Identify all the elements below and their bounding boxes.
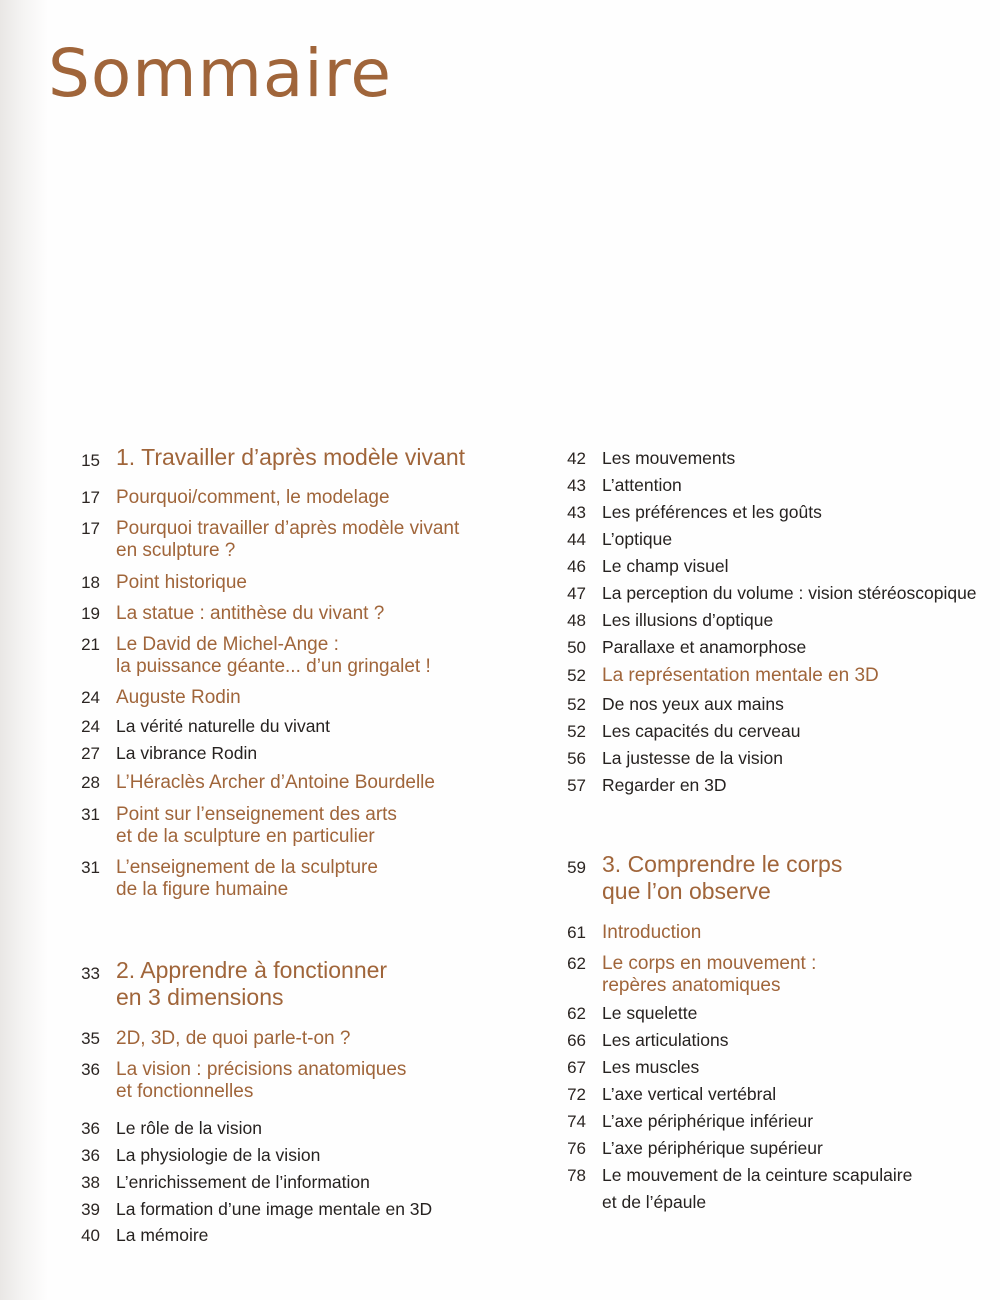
toc-entry-line: La formation d’une image mentale en 3D bbox=[116, 1199, 433, 1219]
toc-entry-line: Le David de Michel-Ange : bbox=[116, 634, 339, 655]
toc-entry-line: Auguste Rodin bbox=[116, 687, 241, 708]
toc-page-number: 31 bbox=[81, 858, 100, 877]
toc-page-number: 38 bbox=[81, 1173, 100, 1192]
toc-entry-line: Le champ visuel bbox=[602, 556, 729, 576]
toc-entry-title bbox=[602, 1081, 776, 1108]
toc-page-number: 24 bbox=[81, 688, 100, 707]
toc-page-number: 21 bbox=[81, 635, 100, 654]
toc-entry-title bbox=[116, 634, 431, 678]
toc-entry-line: Introduction bbox=[602, 922, 702, 943]
toc-page-number: 52 bbox=[567, 722, 586, 741]
toc-entry-line: Les mouvements bbox=[602, 448, 736, 468]
toc-entry-line: La statue : antithèse du vivant ? bbox=[116, 603, 385, 624]
toc-entry-title bbox=[602, 953, 816, 997]
toc-entry-line: Les capacités du cerveau bbox=[602, 721, 801, 741]
toc-entry-line: L’enseignement de la sculpture bbox=[116, 857, 378, 878]
toc-entry-line: Les muscles bbox=[602, 1057, 700, 1077]
toc-entry-title bbox=[116, 444, 465, 471]
toc-page-number: 78 bbox=[567, 1166, 586, 1185]
toc-entry-title bbox=[116, 713, 330, 740]
toc-entry-title bbox=[116, 740, 257, 767]
toc-entry-line: L’attention bbox=[602, 475, 682, 495]
toc-entry-title bbox=[602, 1108, 813, 1135]
toc-page-number: 35 bbox=[81, 1029, 100, 1048]
toc-entry-line: La mémoire bbox=[116, 1225, 209, 1245]
toc-entry-title bbox=[602, 772, 727, 799]
toc-entry-line: 2D, 3D, de quoi parle-t-on ? bbox=[116, 1028, 351, 1049]
toc-page-number: 43 bbox=[567, 503, 586, 522]
toc-page-number: 15 bbox=[81, 451, 100, 470]
toc-entry-title bbox=[116, 1059, 406, 1103]
toc-entry-title bbox=[116, 687, 241, 709]
toc-page-number: 52 bbox=[567, 695, 586, 714]
toc-entry-title bbox=[116, 772, 435, 794]
toc-entry-line: Regarder en 3D bbox=[602, 775, 727, 795]
toc-entry-title bbox=[116, 487, 390, 509]
toc-entry-title bbox=[602, 745, 783, 772]
toc-entry-line: Pourquoi travailler d’après modèle vivant bbox=[116, 518, 460, 539]
toc-page-number: 61 bbox=[567, 923, 586, 942]
toc-page-number: 48 bbox=[567, 611, 586, 630]
toc-page-number: 19 bbox=[81, 604, 100, 623]
toc-page-number: 31 bbox=[81, 805, 100, 824]
toc-entry-line: De nos yeux aux mains bbox=[602, 694, 784, 714]
toc-page-number: 18 bbox=[81, 573, 100, 592]
toc-entry-title bbox=[116, 1222, 208, 1249]
toc-entry-line: La vérité naturelle du vivant bbox=[116, 716, 331, 736]
toc-page-number: 28 bbox=[81, 773, 100, 792]
page-spine-shadow bbox=[0, 0, 48, 1300]
toc-page-number: 47 bbox=[567, 584, 586, 603]
toc-entry-line: Les illusions d’optique bbox=[602, 610, 774, 630]
toc-entry-title bbox=[602, 553, 728, 580]
toc-entry-line: Le corps en mouvement : bbox=[602, 953, 817, 974]
toc-entry-title bbox=[602, 499, 822, 526]
toc-page-number: 27 bbox=[81, 744, 100, 763]
toc-entry-title bbox=[602, 1000, 697, 1027]
toc-entry-line: L’axe vertical vertébral bbox=[602, 1084, 777, 1104]
toc-entry-title bbox=[602, 1054, 699, 1081]
toc-entry-title bbox=[116, 1196, 432, 1223]
toc-entry-title bbox=[602, 691, 784, 718]
toc-entry-title bbox=[602, 580, 977, 607]
toc-entry-line: La vision : précisions anatomiques bbox=[116, 1059, 407, 1080]
toc-page-number: 39 bbox=[81, 1200, 100, 1219]
toc-entry-line: repères anatomiques bbox=[602, 975, 781, 996]
toc-page-number: 57 bbox=[567, 776, 586, 795]
toc-entry-line: Pourquoi/comment, le modelage bbox=[116, 487, 390, 508]
toc-entry-line: La perception du volume : vision stéréoscopique bbox=[602, 583, 977, 603]
toc-entry-title bbox=[602, 445, 735, 472]
toc-entry-line: L’axe périphérique inférieur bbox=[602, 1111, 814, 1131]
toc-entry-title bbox=[116, 1142, 320, 1169]
toc-entry-title bbox=[116, 1028, 350, 1050]
toc-page-number: 42 bbox=[567, 449, 586, 468]
toc-entry-title bbox=[602, 718, 800, 745]
toc-entry-line: L’enrichissement de l’information bbox=[116, 1172, 370, 1192]
toc-entry-title bbox=[116, 1115, 262, 1142]
toc-entry-title bbox=[602, 1027, 728, 1054]
toc-entry-line: Le mouvement de la ceinture scapulaire bbox=[602, 1165, 913, 1185]
toc-page-number: 17 bbox=[81, 488, 100, 507]
toc-page-number: 66 bbox=[567, 1031, 586, 1050]
toc-entry-line: de la figure humaine bbox=[116, 879, 289, 900]
toc-page-number: 36 bbox=[81, 1060, 100, 1079]
toc-entry-line: L’Héraclès Archer d’Antoine Bourdelle bbox=[116, 772, 435, 793]
toc-page-number: 52 bbox=[567, 666, 586, 685]
toc-entry-title bbox=[602, 607, 773, 634]
toc-page-number: 74 bbox=[567, 1112, 586, 1131]
toc-entry-title bbox=[116, 857, 378, 901]
toc-entry-title bbox=[602, 922, 701, 944]
toc-entry-line: L’axe périphérique supérieur bbox=[602, 1138, 823, 1158]
toc-entry-line: La justesse de la vision bbox=[602, 748, 783, 768]
toc-page-number: 44 bbox=[567, 530, 586, 549]
toc-entry-title bbox=[602, 526, 672, 553]
toc-entry-title bbox=[602, 851, 842, 905]
toc-entry-title bbox=[116, 804, 397, 848]
toc-entry-line: en 3 dimensions bbox=[116, 984, 284, 1010]
toc-entry-title bbox=[116, 572, 247, 594]
toc-entry-title bbox=[116, 957, 387, 1011]
toc-entry-line: que l’on observe bbox=[602, 878, 771, 904]
toc-entry-line: et de l’épaule bbox=[602, 1192, 707, 1212]
toc-entry-line: La physiologie de la vision bbox=[116, 1145, 321, 1165]
toc-page-number: 43 bbox=[567, 476, 586, 495]
toc-page-number: 59 bbox=[567, 858, 586, 877]
toc-entry-line: Parallaxe et anamorphose bbox=[602, 637, 807, 657]
toc-entry-line: Point historique bbox=[116, 572, 247, 593]
toc-entry-line: La vibrance Rodin bbox=[116, 743, 258, 763]
toc-entry-line: L’optique bbox=[602, 529, 673, 549]
toc-page-number: 62 bbox=[567, 954, 586, 973]
toc-entry-title bbox=[602, 472, 682, 499]
toc-entry-title bbox=[602, 665, 879, 687]
toc-entry-line: et de la sculpture en particulier bbox=[116, 826, 375, 847]
toc-entry-title bbox=[602, 1162, 912, 1216]
toc-entry-title bbox=[116, 1169, 370, 1196]
toc-page-number: 76 bbox=[567, 1139, 586, 1158]
toc-entry-line: Point sur l’enseignement des arts bbox=[116, 804, 397, 825]
toc-entry-line: Les préférences et les goûts bbox=[602, 502, 822, 522]
toc-entry-line: Le rôle de la vision bbox=[116, 1118, 262, 1138]
toc-page-number: 67 bbox=[567, 1058, 586, 1077]
toc-entry-title bbox=[602, 1135, 823, 1162]
toc-entry-title bbox=[116, 603, 384, 625]
toc-entry-line: La représentation mentale en 3D bbox=[602, 665, 879, 686]
toc-page-number: 50 bbox=[567, 638, 586, 657]
toc-page-number: 56 bbox=[567, 749, 586, 768]
toc-entry-line: la puissance géante... d’un gringalet ! bbox=[116, 656, 431, 677]
toc-page-number: 40 bbox=[81, 1226, 100, 1245]
toc-entry-line: 3. Comprendre le corps bbox=[602, 851, 843, 877]
toc-entry-line: Les articulations bbox=[602, 1030, 729, 1050]
toc-page-number: 72 bbox=[567, 1085, 586, 1104]
toc-page-number: 24 bbox=[81, 717, 100, 736]
toc-entry-line: et fonctionnelles bbox=[116, 1081, 254, 1102]
toc-entry-line: 1. Travailler d’après modèle vivant bbox=[116, 444, 465, 470]
page-title: Sommaire bbox=[48, 35, 392, 112]
toc-page-number: 17 bbox=[81, 519, 100, 538]
toc-page-number: 33 bbox=[81, 964, 100, 983]
toc-entry-line: en sculpture ? bbox=[116, 540, 236, 561]
toc-page-number: 46 bbox=[567, 557, 586, 576]
toc-entry-line: 2. Apprendre à fonctionner bbox=[116, 957, 388, 983]
toc-entry-title bbox=[602, 634, 806, 661]
toc-page-number: 36 bbox=[81, 1119, 100, 1138]
toc-entry-title bbox=[116, 518, 459, 562]
toc-page-number: 62 bbox=[567, 1004, 586, 1023]
toc-page-number: 36 bbox=[81, 1146, 100, 1165]
toc-entry-line: Le squelette bbox=[602, 1003, 698, 1023]
